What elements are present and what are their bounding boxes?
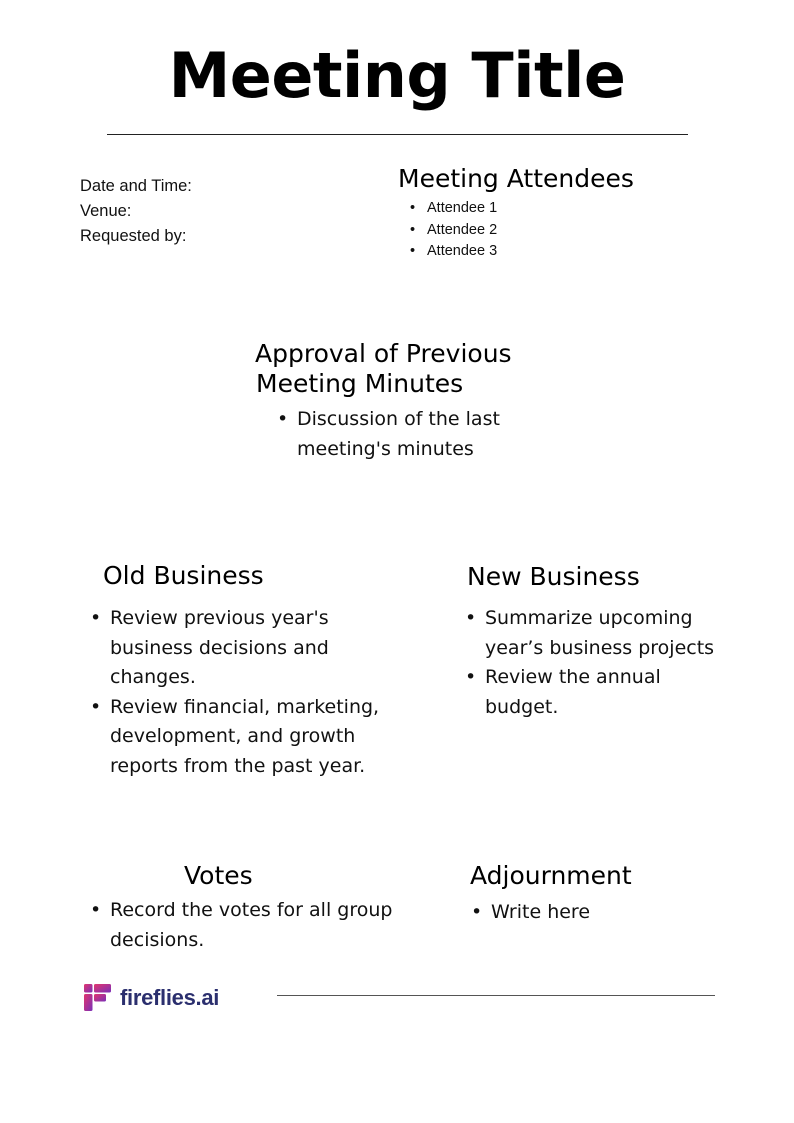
- approval-list: [277, 405, 537, 464]
- old-business-heading: Old Business: [103, 561, 264, 590]
- old-business-item: • Review previous year's business decisions and changes.: [90, 607, 329, 688]
- meeting-info: [80, 174, 380, 249]
- old-business-item: • Review financial, marketing, development, and growth reports from the past year.: [90, 695, 380, 777]
- attendee-item: • Attendee 3: [410, 243, 498, 259]
- new-business-item: • Review the annual budget.: [465, 666, 661, 718]
- fireflies-wordmark: fireflies.ai: [120, 985, 220, 1010]
- attendee-item: • Attendee 2: [410, 221, 498, 238]
- venue-label: Venue:: [80, 202, 132, 220]
- new-business-list: [465, 604, 725, 722]
- title-divider: [107, 134, 688, 135]
- old-business-list: [90, 604, 395, 781]
- approval-heading-line1: Approval of Previous: [255, 339, 512, 368]
- approval-item: • Discussion of the last meeting's minutes: [277, 408, 500, 460]
- attendee-item: • Attendee 1: [410, 200, 498, 216]
- requested-by-label: Requested by:: [80, 227, 187, 245]
- approval-heading-line2: Meeting Minutes: [256, 369, 464, 398]
- adjournment-item: • Write here: [471, 901, 591, 923]
- fireflies-logo: [84, 983, 219, 1013]
- votes-list: [90, 896, 410, 955]
- footer-divider: [277, 995, 715, 996]
- fireflies-logo-icon: [84, 984, 112, 1012]
- new-business-heading: New Business: [467, 562, 640, 591]
- attendees-list: [410, 198, 677, 263]
- votes-item: • Record the votes for all group decisions.: [90, 899, 393, 951]
- date-time-label: Date and Time:: [80, 177, 192, 195]
- adjournment-list: [471, 898, 691, 928]
- adjournment-heading: Adjournment: [470, 861, 632, 890]
- document-title: Meeting Title: [168, 39, 626, 112]
- attendees-heading: Meeting Attendees: [398, 164, 634, 193]
- votes-heading: Votes: [184, 861, 253, 890]
- new-business-item: • Summarize upcoming year’s business projects: [465, 607, 715, 659]
